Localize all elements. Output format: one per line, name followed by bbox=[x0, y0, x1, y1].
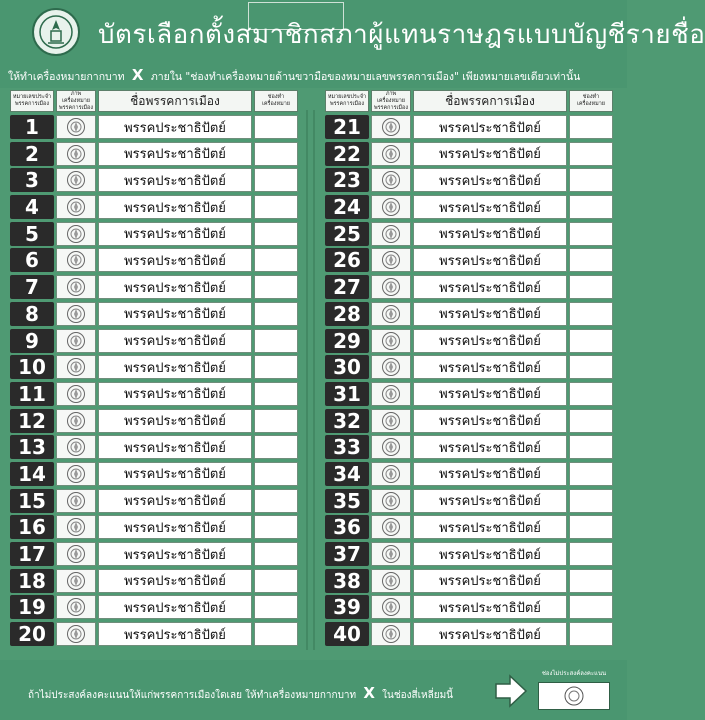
party-emblem-icon bbox=[381, 517, 401, 537]
header-emblem: ภาพเครื่องหมายพรรคการเมือง bbox=[371, 90, 411, 112]
party-name: พรรคประชาธิปัตย์ bbox=[413, 515, 567, 539]
party-emblem-icon bbox=[381, 597, 401, 617]
party-emblem-icon bbox=[381, 384, 401, 404]
party-emblem bbox=[56, 355, 96, 379]
vote-mark-box[interactable] bbox=[254, 515, 298, 539]
party-emblem-icon bbox=[66, 517, 86, 537]
party-name: พรรคประชาธิปัตย์ bbox=[413, 489, 567, 513]
center-watermark bbox=[302, 110, 320, 650]
vote-mark-box[interactable] bbox=[569, 248, 613, 272]
vote-mark-box[interactable] bbox=[254, 355, 298, 379]
party-name: พรรคประชาธิปัตย์ bbox=[98, 222, 252, 246]
vote-mark-box[interactable] bbox=[569, 195, 613, 219]
vote-mark-box[interactable] bbox=[254, 462, 298, 486]
party-number: 40 bbox=[325, 622, 369, 646]
party-number: 27 bbox=[325, 275, 369, 299]
party-name: พรรคประชาธิปัตย์ bbox=[98, 515, 252, 539]
party-emblem bbox=[56, 489, 96, 513]
party-emblem-icon bbox=[66, 437, 86, 457]
party-name: พรรคประชาธิปัตย์ bbox=[413, 622, 567, 646]
party-number: 30 bbox=[325, 355, 369, 379]
vote-mark-box[interactable] bbox=[569, 142, 613, 166]
party-name: พรรคประชาธิปัตย์ bbox=[98, 435, 252, 459]
party-name: พรรคประชาธิปัตย์ bbox=[98, 302, 252, 326]
header-emblem: ภาพเครื่องหมายพรรคการเมือง bbox=[56, 90, 96, 112]
party-emblem bbox=[371, 622, 411, 646]
party-emblem bbox=[371, 462, 411, 486]
party-emblem-icon bbox=[381, 144, 401, 164]
vote-mark-box[interactable] bbox=[254, 542, 298, 566]
party-emblem-icon bbox=[66, 197, 86, 217]
party-emblem-icon bbox=[66, 331, 86, 351]
party-number: 3 bbox=[10, 168, 54, 192]
party-number: 16 bbox=[10, 515, 54, 539]
party-emblem bbox=[371, 515, 411, 539]
party-emblem bbox=[56, 142, 96, 166]
party-emblem bbox=[56, 435, 96, 459]
party-emblem bbox=[56, 329, 96, 353]
vote-mark-box[interactable] bbox=[254, 409, 298, 433]
party-emblem-icon bbox=[381, 357, 401, 377]
party-name: พรรคประชาธิปัตย์ bbox=[98, 168, 252, 192]
party-number: 38 bbox=[325, 569, 369, 593]
party-name: พรรคประชาธิปัตย์ bbox=[413, 275, 567, 299]
party-emblem bbox=[56, 382, 96, 406]
vote-mark-box[interactable] bbox=[569, 329, 613, 353]
party-name: พรรคประชาธิปัตย์ bbox=[413, 595, 567, 619]
instruction-prefix: ให้ทำเครื่องหมายกากบาท bbox=[8, 71, 125, 83]
vote-mark-box[interactable] bbox=[569, 569, 613, 593]
party-emblem bbox=[56, 622, 96, 646]
party-emblem bbox=[371, 382, 411, 406]
party-number: 26 bbox=[325, 248, 369, 272]
vote-mark-box[interactable] bbox=[254, 302, 298, 326]
party-emblem-icon bbox=[381, 250, 401, 270]
party-emblem-icon bbox=[66, 144, 86, 164]
vote-mark-box[interactable] bbox=[254, 595, 298, 619]
party-name: พรรคประชาธิปัตย์ bbox=[413, 222, 567, 246]
vote-mark-box[interactable] bbox=[569, 435, 613, 459]
vote-mark-box[interactable] bbox=[569, 222, 613, 246]
party-emblem-icon bbox=[66, 624, 86, 644]
party-number: 13 bbox=[10, 435, 54, 459]
instruction-suffix: ภายใน "ช่องทำเครื่องหมายด้านขวามือของหมายเลขพรรคการเมือง" เพียงหมายเลขเดียวเท่านั้น bbox=[150, 71, 581, 83]
party-emblem-icon bbox=[381, 464, 401, 484]
party-emblem bbox=[56, 569, 96, 593]
party-emblem bbox=[371, 302, 411, 326]
party-emblem-icon bbox=[66, 384, 86, 404]
ballot-title: บัตรเลือกตั้งสมาชิกสภาผู้แทนราษฎรแบบบัญชีรายชื่อ bbox=[98, 20, 705, 50]
party-emblem-icon bbox=[381, 624, 401, 644]
vote-mark-box[interactable] bbox=[254, 222, 298, 246]
abstain-instruction bbox=[28, 684, 453, 703]
party-emblem bbox=[371, 275, 411, 299]
party-emblem bbox=[56, 275, 96, 299]
party-emblem bbox=[56, 462, 96, 486]
party-emblem-icon bbox=[381, 197, 401, 217]
party-emblem-icon bbox=[66, 170, 86, 190]
party-number: 2 bbox=[10, 142, 54, 166]
party-emblem-icon bbox=[66, 277, 86, 297]
party-emblem bbox=[56, 595, 96, 619]
party-emblem bbox=[56, 195, 96, 219]
party-name: พรรคประชาธิปัตย์ bbox=[413, 168, 567, 192]
vote-mark-box[interactable] bbox=[254, 142, 298, 166]
party-emblem-icon bbox=[381, 170, 401, 190]
party-emblem-icon bbox=[381, 277, 401, 297]
vote-mark-box[interactable] bbox=[569, 542, 613, 566]
header-mark-box: ช่องทำเครื่องหมาย bbox=[569, 90, 613, 112]
party-number: 39 bbox=[325, 595, 369, 619]
party-name: พรรคประชาธิปัตย์ bbox=[413, 302, 567, 326]
party-emblem-icon bbox=[66, 597, 86, 617]
vote-mark-box[interactable] bbox=[569, 595, 613, 619]
party-number: 20 bbox=[10, 622, 54, 646]
party-emblem-icon bbox=[381, 224, 401, 244]
ballot-footer bbox=[0, 660, 627, 720]
vote-mark-box[interactable] bbox=[569, 115, 613, 139]
party-emblem bbox=[371, 542, 411, 566]
party-name: พรรคประชาธิปัตย์ bbox=[98, 382, 252, 406]
vote-mark-box[interactable] bbox=[254, 622, 298, 646]
abstain-label: ช่องไม่ประสงค์ลงคะแนน bbox=[541, 670, 607, 677]
party-name: พรรคประชาธิปัตย์ bbox=[413, 115, 567, 139]
abstain-text-prefix: ถ้าไม่ประสงค์ลงคะแนนให้แก่พรรคการเมืองใดเลย ให้ทำเครื่องหมายกากบาท bbox=[28, 690, 357, 701]
party-number: 25 bbox=[325, 222, 369, 246]
header-mark-box: ช่องทำเครื่องหมาย bbox=[254, 90, 298, 112]
party-number: 6 bbox=[10, 248, 54, 272]
party-emblem-icon bbox=[66, 304, 86, 324]
party-number: 19 bbox=[10, 595, 54, 619]
party-emblem-icon bbox=[66, 464, 86, 484]
party-emblem bbox=[56, 542, 96, 566]
voting-instruction bbox=[8, 66, 620, 85]
party-name: พรรคประชาธิปัตย์ bbox=[98, 195, 252, 219]
party-number: 37 bbox=[325, 542, 369, 566]
party-emblem-icon bbox=[381, 544, 401, 564]
abstain-text-suffix: ในช่องสี่เหลี่ยมนี้ bbox=[382, 690, 454, 701]
party-name: พรรคประชาธิปัตย์ bbox=[413, 382, 567, 406]
party-name: พรรคประชาธิปัตย์ bbox=[413, 248, 567, 272]
party-emblem-icon bbox=[381, 117, 401, 137]
party-emblem-icon bbox=[381, 411, 401, 431]
ballot-header bbox=[0, 0, 705, 88]
party-emblem-icon bbox=[66, 250, 86, 270]
party-name: พรรคประชาธิปัตย์ bbox=[413, 435, 567, 459]
party-name: พรรคประชาธิปัตย์ bbox=[413, 329, 567, 353]
party-emblem bbox=[371, 222, 411, 246]
party-number: 11 bbox=[10, 382, 54, 406]
vote-mark-box[interactable] bbox=[254, 168, 298, 192]
party-name: พรรคประชาธิปัตย์ bbox=[413, 195, 567, 219]
party-emblem bbox=[371, 569, 411, 593]
party-name: พรรคประชาธิปัตย์ bbox=[98, 542, 252, 566]
party-emblem bbox=[56, 302, 96, 326]
party-emblem-icon bbox=[66, 117, 86, 137]
vote-mark-box[interactable] bbox=[569, 355, 613, 379]
vote-mark-box[interactable] bbox=[254, 489, 298, 513]
vote-mark-box[interactable] bbox=[254, 329, 298, 353]
party-emblem-icon bbox=[66, 224, 86, 244]
vote-mark-box[interactable] bbox=[254, 115, 298, 139]
vote-mark-box[interactable] bbox=[569, 515, 613, 539]
vote-mark-box[interactable] bbox=[254, 195, 298, 219]
party-name: พรรคประชาธิปัตย์ bbox=[98, 275, 252, 299]
party-emblem bbox=[56, 248, 96, 272]
party-name: พรรคประชาธิปัตย์ bbox=[98, 329, 252, 353]
party-emblem bbox=[56, 168, 96, 192]
header-number: หมายเลขประจำพรรคการเมือง bbox=[10, 90, 54, 112]
party-number: 21 bbox=[325, 115, 369, 139]
header-number: หมายเลขประจำพรรคการเมือง bbox=[325, 90, 369, 112]
party-number: 17 bbox=[10, 542, 54, 566]
party-number: 32 bbox=[325, 409, 369, 433]
party-number: 10 bbox=[10, 355, 54, 379]
party-number: 9 bbox=[10, 329, 54, 353]
party-name: พรรคประชาธิปัตย์ bbox=[98, 409, 252, 433]
ect-logo-icon bbox=[563, 685, 585, 707]
vote-mark-box[interactable] bbox=[569, 409, 613, 433]
party-emblem bbox=[371, 142, 411, 166]
party-name: พรรคประชาธิปัตย์ bbox=[98, 355, 252, 379]
party-emblem bbox=[56, 409, 96, 433]
party-number: 4 bbox=[10, 195, 54, 219]
party-name: พรรคประชาธิปัตย์ bbox=[413, 142, 567, 166]
header-party-name: ชื่อพรรคการเมือง bbox=[98, 90, 252, 112]
party-emblem bbox=[371, 248, 411, 272]
party-number: 18 bbox=[10, 569, 54, 593]
party-emblem bbox=[56, 222, 96, 246]
party-name: พรรคประชาธิปัตย์ bbox=[98, 569, 252, 593]
party-number: 8 bbox=[10, 302, 54, 326]
party-number: 31 bbox=[325, 382, 369, 406]
party-emblem bbox=[371, 195, 411, 219]
vote-mark-box[interactable] bbox=[254, 248, 298, 272]
party-number: 36 bbox=[325, 515, 369, 539]
vote-mark-box[interactable] bbox=[569, 489, 613, 513]
party-emblem-icon bbox=[381, 437, 401, 457]
party-name: พรรคประชาธิปัตย์ bbox=[98, 462, 252, 486]
party-emblem bbox=[371, 115, 411, 139]
x-mark-symbol: X bbox=[131, 66, 144, 84]
party-number: 22 bbox=[325, 142, 369, 166]
party-number: 1 bbox=[10, 115, 54, 139]
x-mark-symbol: X bbox=[363, 684, 375, 702]
party-number: 15 bbox=[10, 489, 54, 513]
party-emblem bbox=[371, 168, 411, 192]
ect-logo-icon bbox=[32, 8, 80, 56]
party-emblem-icon bbox=[66, 411, 86, 431]
vote-mark-box[interactable] bbox=[254, 382, 298, 406]
party-emblem bbox=[371, 409, 411, 433]
vote-mark-box[interactable] bbox=[569, 275, 613, 299]
party-number: 34 bbox=[325, 462, 369, 486]
party-name: พรรคประชาธิปัตย์ bbox=[98, 142, 252, 166]
party-name: พรรคประชาธิปัตย์ bbox=[413, 409, 567, 433]
party-name: พรรคประชาธิปัตย์ bbox=[98, 489, 252, 513]
vote-mark-box[interactable] bbox=[569, 168, 613, 192]
vote-mark-box[interactable] bbox=[254, 569, 298, 593]
party-emblem-icon bbox=[66, 491, 86, 511]
party-emblem bbox=[56, 115, 96, 139]
party-emblem-icon bbox=[381, 331, 401, 351]
party-name: พรรคประชาธิปัตย์ bbox=[413, 355, 567, 379]
party-emblem bbox=[371, 329, 411, 353]
party-number: 29 bbox=[325, 329, 369, 353]
party-emblem-icon bbox=[66, 544, 86, 564]
party-emblem-icon bbox=[66, 357, 86, 377]
party-name: พรรคประชาธิปัตย์ bbox=[413, 462, 567, 486]
party-number: 14 bbox=[10, 462, 54, 486]
party-emblem-icon bbox=[66, 571, 86, 591]
party-name: พรรคประชาธิปัตย์ bbox=[98, 622, 252, 646]
party-number: 24 bbox=[325, 195, 369, 219]
party-number: 5 bbox=[10, 222, 54, 246]
party-name: พรรคประชาธิปัตย์ bbox=[413, 542, 567, 566]
party-emblem-icon bbox=[381, 491, 401, 511]
party-emblem bbox=[56, 515, 96, 539]
party-emblem bbox=[371, 595, 411, 619]
party-name: พรรคประชาธิปัตย์ bbox=[98, 595, 252, 619]
party-name: พรรคประชาธิปัตย์ bbox=[413, 569, 567, 593]
party-number: 23 bbox=[325, 168, 369, 192]
vote-mark-box[interactable] bbox=[254, 435, 298, 459]
arrow-right-icon bbox=[494, 674, 528, 708]
party-number: 7 bbox=[10, 275, 54, 299]
party-emblem-icon bbox=[381, 304, 401, 324]
party-emblem bbox=[371, 489, 411, 513]
party-number: 28 bbox=[325, 302, 369, 326]
vote-mark-box[interactable] bbox=[569, 302, 613, 326]
party-emblem bbox=[371, 435, 411, 459]
party-number: 33 bbox=[325, 435, 369, 459]
party-name: พรรคประชาธิปัตย์ bbox=[98, 115, 252, 139]
abstain-mark-box[interactable] bbox=[538, 682, 610, 710]
party-number: 35 bbox=[325, 489, 369, 513]
party-name: พรรคประชาธิปัตย์ bbox=[98, 248, 252, 272]
party-number: 12 bbox=[10, 409, 54, 433]
vote-mark-box[interactable] bbox=[569, 462, 613, 486]
vote-mark-box[interactable] bbox=[569, 382, 613, 406]
party-emblem bbox=[371, 355, 411, 379]
party-emblem-icon bbox=[381, 571, 401, 591]
vote-mark-box[interactable] bbox=[254, 275, 298, 299]
vote-mark-box[interactable] bbox=[569, 622, 613, 646]
header-party-name: ชื่อพรรคการเมือง bbox=[413, 90, 567, 112]
